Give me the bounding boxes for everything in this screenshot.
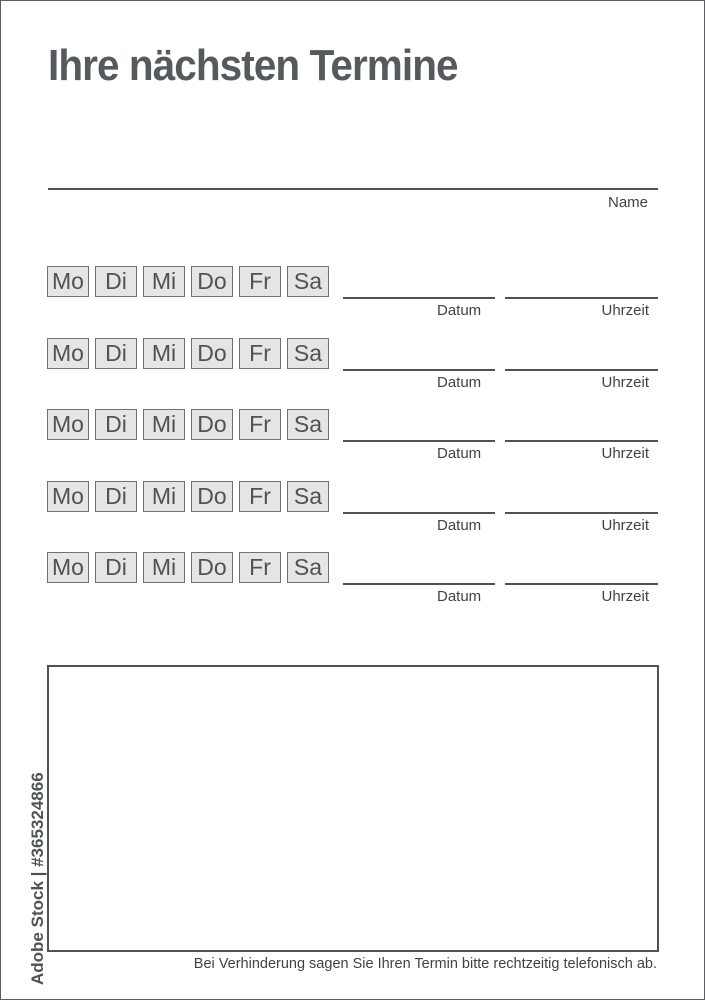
date-line[interactable] xyxy=(343,297,495,299)
date-line[interactable] xyxy=(343,440,495,442)
appointment-row xyxy=(47,552,659,622)
weekday-box-mo[interactable]: Mo xyxy=(47,552,89,583)
footer-note: Bei Verhinderung sagen Sie Ihren Termin bitte rechtzeitig telefonisch ab. xyxy=(193,956,657,972)
appointment-row xyxy=(47,266,659,336)
date-label: Datum xyxy=(437,302,482,319)
notes-box[interactable] xyxy=(47,665,659,952)
weekday-box-mo[interactable]: Mo xyxy=(47,481,89,512)
weekday-boxes xyxy=(47,266,329,297)
weekday-box-sa[interactable]: Sa xyxy=(287,266,329,297)
date-label: Datum xyxy=(437,445,482,462)
page-title: Ihre nächsten Termine xyxy=(48,41,458,90)
weekday-box-fr[interactable]: Fr xyxy=(239,409,281,440)
date-line[interactable] xyxy=(343,369,495,371)
weekday-box-mi[interactable]: Mi xyxy=(143,552,185,583)
weekday-box-fr[interactable]: Fr xyxy=(239,481,281,512)
weekday-box-fr[interactable]: Fr xyxy=(239,338,281,369)
weekday-box-sa[interactable]: Sa xyxy=(287,552,329,583)
appointment-row xyxy=(47,409,659,479)
weekday-boxes xyxy=(47,338,329,369)
date-line[interactable] xyxy=(343,512,495,514)
weekday-box-sa[interactable]: Sa xyxy=(287,481,329,512)
date-label: Datum xyxy=(437,373,482,391)
weekday-box-di[interactable]: Di xyxy=(95,552,137,583)
time-label: Uhrzeit xyxy=(601,373,649,391)
time-line[interactable] xyxy=(505,369,658,371)
time-label: Uhrzeit xyxy=(601,445,649,462)
weekday-box-do[interactable]: Do xyxy=(191,552,233,583)
weekday-box-mi[interactable]: Mi xyxy=(143,481,185,512)
time-line[interactable] xyxy=(505,512,658,514)
weekday-box-do[interactable]: Do xyxy=(191,266,233,297)
date-line[interactable] xyxy=(343,583,495,585)
weekday-box-di[interactable]: Di xyxy=(95,338,137,369)
name-line[interactable] xyxy=(48,188,658,190)
weekday-box-mi[interactable]: Mi xyxy=(143,338,185,369)
weekday-box-fr[interactable]: Fr xyxy=(239,552,281,583)
weekday-box-mi[interactable]: Mi xyxy=(143,409,185,440)
weekday-box-di[interactable]: Di xyxy=(95,481,137,512)
time-label: Uhrzeit xyxy=(601,588,649,605)
weekday-box-mo[interactable]: Mo xyxy=(47,266,89,297)
time-line[interactable] xyxy=(505,297,658,299)
time-label: Uhrzeit xyxy=(601,516,649,534)
weekday-box-do[interactable]: Do xyxy=(191,409,233,440)
weekday-box-sa[interactable]: Sa xyxy=(287,338,329,369)
weekday-box-do[interactable]: Do xyxy=(191,338,233,369)
weekday-box-mo[interactable]: Mo xyxy=(47,409,89,440)
date-label: Datum xyxy=(437,588,482,605)
date-label: Datum xyxy=(437,516,482,534)
weekday-boxes xyxy=(47,552,329,583)
time-line[interactable] xyxy=(505,583,658,585)
weekday-box-sa[interactable]: Sa xyxy=(287,409,329,440)
time-label: Uhrzeit xyxy=(601,302,649,319)
side-watermark: Adobe Stock | #365324866 xyxy=(28,772,47,985)
appointment-row xyxy=(47,481,659,551)
appointment-row xyxy=(47,338,659,408)
weekday-box-mi[interactable]: Mi xyxy=(143,266,185,297)
weekday-box-di[interactable]: Di xyxy=(95,409,137,440)
weekday-box-fr[interactable]: Fr xyxy=(239,266,281,297)
name-label: Name xyxy=(607,194,648,211)
time-line[interactable] xyxy=(505,440,658,442)
weekday-box-di[interactable]: Di xyxy=(95,266,137,297)
weekday-boxes xyxy=(47,409,329,440)
weekday-box-do[interactable]: Do xyxy=(191,481,233,512)
weekday-boxes xyxy=(47,481,329,512)
weekday-box-mo[interactable]: Mo xyxy=(47,338,89,369)
